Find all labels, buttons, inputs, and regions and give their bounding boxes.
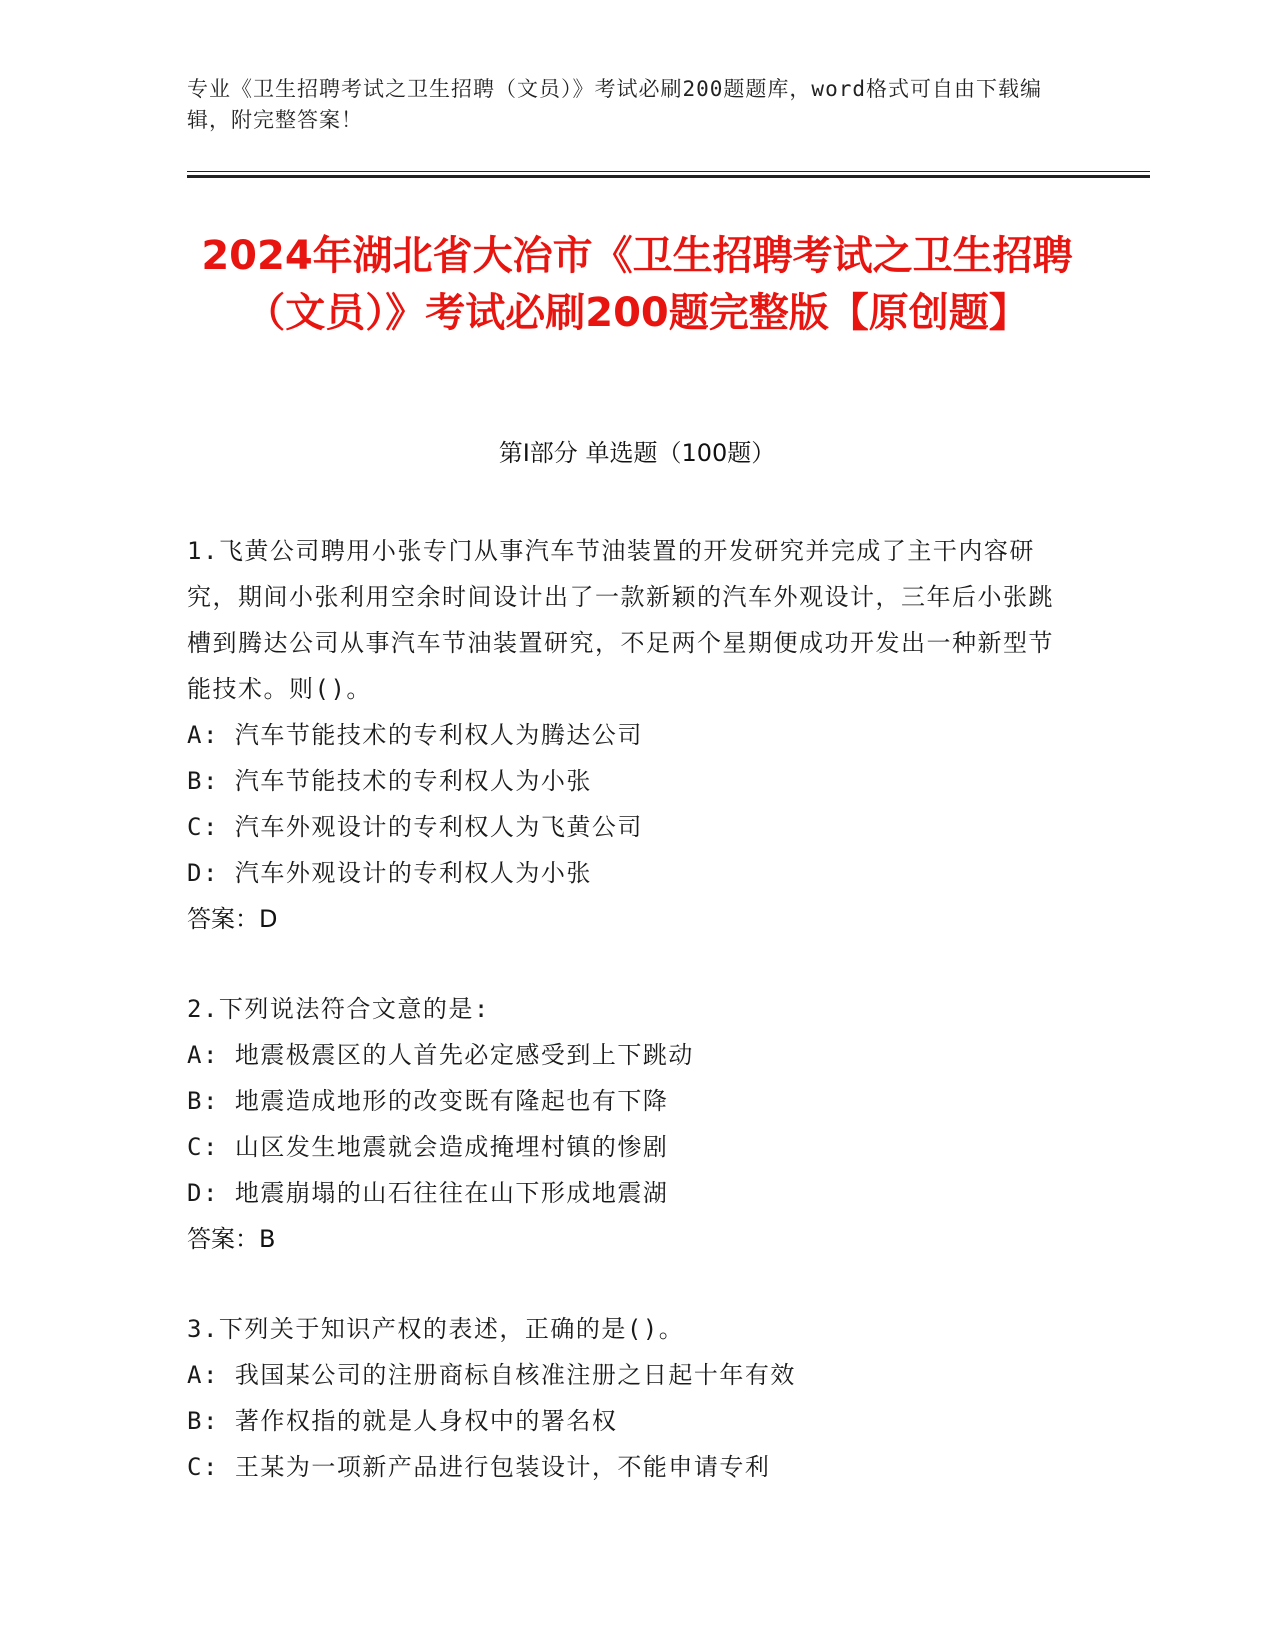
option-a: A: 地震极震区的人首先必定感受到上下跳动: [187, 1041, 694, 1069]
question-stem: 3.下列关于知识产权的表述，正确的是()。: [187, 1315, 685, 1343]
option-d: D: 汽车外观设计的专利权人为小张: [187, 859, 592, 887]
option-c: C: 王某为一项新产品进行包装设计，不能申请专利: [187, 1453, 771, 1481]
question-list: [187, 528, 1067, 1534]
option-d: D: 地震崩塌的山石往往在山下形成地震湖: [187, 1179, 669, 1207]
header-rule-thin: [187, 171, 1150, 172]
question-3: [187, 1306, 1067, 1490]
document-title: 2024年湖北省大冶市《卫生招聘考试之卫生招聘（文员）》考试必刷200题完整版【原创题】: [201, 233, 1073, 336]
option-b: B: 地震造成地形的改变既有隆起也有下降: [187, 1087, 669, 1115]
answer: 答案：D: [187, 905, 278, 933]
option-a: A: 汽车节能技术的专利权人为腾达公司: [187, 721, 643, 749]
option-c: C: 山区发生地震就会造成掩埋村镇的惨剧: [187, 1133, 669, 1161]
question-1: [187, 528, 1067, 942]
question-2: [187, 986, 1067, 1262]
header-note: 专业《卫生招聘考试之卫生招聘（文员）》考试必刷200题题库，word格式可自由下载编辑，附完整答案！: [187, 77, 1042, 132]
option-a: A: 我国某公司的注册商标自核准注册之日起十年有效: [187, 1361, 796, 1389]
question-stem: 2.下列说法符合文意的是:: [187, 995, 490, 1023]
option-c: C: 汽车外观设计的专利权人为飞黄公司: [187, 813, 643, 841]
question-stem: 1.飞黄公司聘用小张专门从事汽车节油装置的开发研究并完成了主干内容研究，期间小张利用空余时间设计出了一款新颖的汽车外观设计，三年后小张跳槽到腾达公司从事汽车节油装置研究，不足两个星期便成功开发出一种新型节能技术。则()。: [187, 537, 1054, 703]
option-b: B: 汽车节能技术的专利权人为小张: [187, 767, 592, 795]
header-rule-thick: [187, 175, 1150, 178]
section-heading: 第Ⅰ部分 单选题（100题）: [498, 439, 776, 467]
answer: 答案：B: [187, 1225, 276, 1253]
option-b: B: 著作权指的就是人身权中的署名权: [187, 1407, 618, 1435]
